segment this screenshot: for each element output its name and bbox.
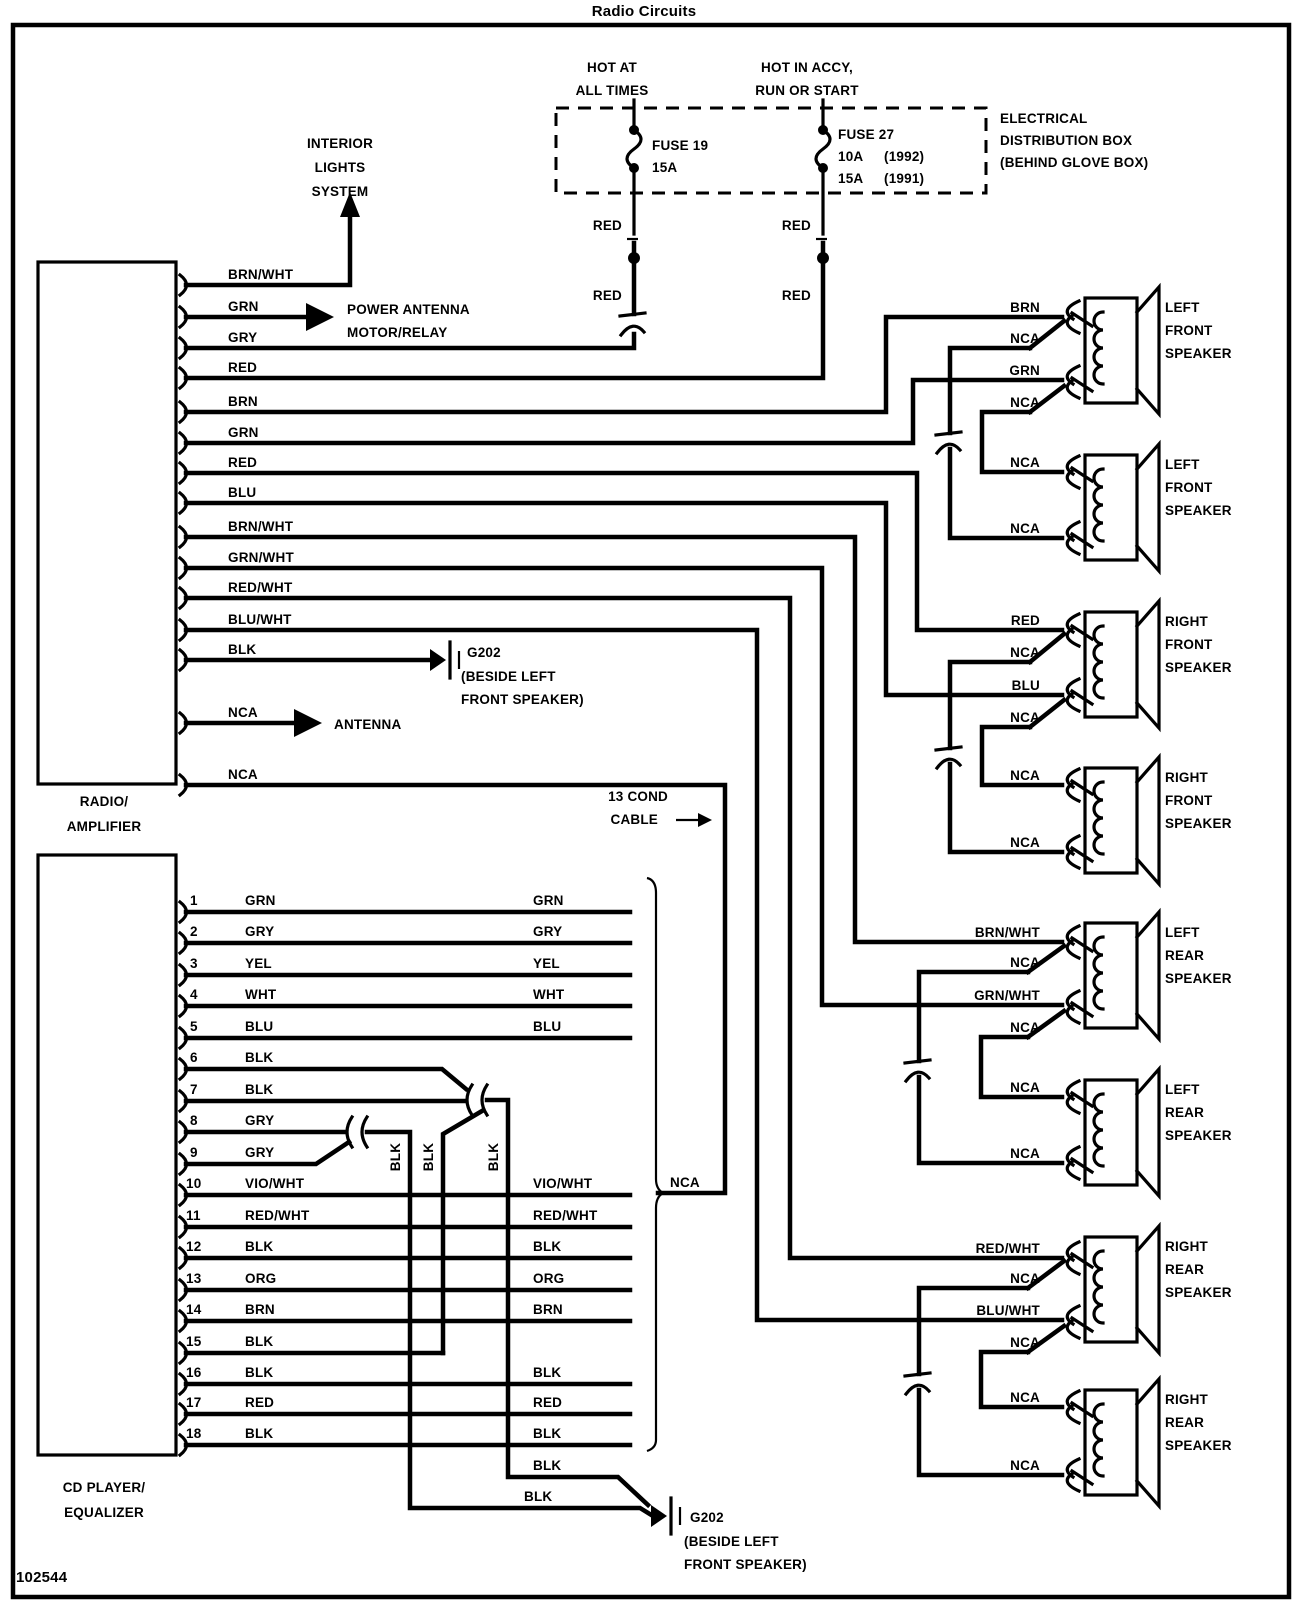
ground-symbol-g202 [430,642,459,678]
speaker-name: FRONT [1165,323,1213,338]
speaker-name: RIGHT [1165,770,1208,785]
svg-text:RED/WHT: RED/WHT [245,1208,310,1223]
svg-text:GRY: GRY [533,924,563,939]
wire-pin6 [186,1069,466,1089]
interior-lights-label-line2: LIGHTS [314,160,366,175]
wire-label: NCA [1010,768,1040,783]
wire-label: RED/WHT [228,580,293,595]
svg-text:WHT: WHT [245,987,277,1002]
vertical-wire-label: BLK [421,1142,436,1172]
power-antenna-label-line1: POWER ANTENNA [347,302,470,317]
svg-text:YEL: YEL [245,956,272,971]
svg-text:BLK: BLK [245,1082,274,1097]
svg-text:14: 14 [186,1302,202,1317]
hot-at-label-line2: ALL TIMES [575,83,649,98]
svg-text:GRN: GRN [533,893,564,908]
svg-text:GRY: GRY [245,1113,275,1128]
wire-label: GRN [1009,363,1040,378]
cd-player-box [38,855,176,1455]
svg-text:16: 16 [186,1365,202,1380]
wire-label: NCA [1010,455,1040,470]
wire-label: NCA [1010,1271,1040,1286]
svg-text:11: 11 [186,1208,201,1223]
svg-text:BRN: BRN [533,1302,563,1317]
vertical-wire-label: BLK [486,1142,501,1172]
g202-label: G202 [690,1510,724,1525]
speaker-nca-wiring [905,321,1064,1475]
wire-label: GRN [228,299,259,314]
cable-label-line2: CABLE [610,812,658,827]
svg-text:5: 5 [190,1019,198,1034]
svg-text:18: 18 [186,1426,202,1441]
fuse27-year1: (1992) [884,149,925,164]
cd-name-line1: CD PLAYER/ [62,1480,146,1495]
svg-text:3: 3 [190,956,198,971]
ground-symbol-g202-bottom [651,1498,680,1534]
wire-label: BRN/WHT [228,519,294,534]
svg-text:GRN: GRN [245,893,276,908]
radio-name-line1: RADIO/ [79,794,129,809]
radio-amplifier [38,136,1062,1320]
fuse19-name: FUSE 19 [652,138,709,153]
power-antenna-label-line2: MOTOR/RELAY [347,325,448,340]
wire-blk-vertical2 [443,1111,482,1353]
tail-wire-label: BLK [524,1489,553,1504]
speaker-name: FRONT [1165,637,1213,652]
fuse19-rating: 15A [652,160,678,175]
svg-text:BLK: BLK [245,1334,274,1349]
svg-text:YEL: YEL [533,956,560,971]
arrow-right-icon [294,709,322,737]
svg-text:2: 2 [190,924,198,939]
svg-text:VIO/WHT: VIO/WHT [533,1176,593,1191]
svg-text:BLK: BLK [245,1239,274,1254]
speaker-name: SPEAKER [1165,1285,1232,1300]
cable-nca-label: NCA [670,1175,700,1190]
speaker-name: SPEAKER [1165,1128,1232,1143]
wire-label: NCA [228,767,258,782]
wire-red-to-fuse27 [186,243,823,378]
radio-name-line2: AMPLIFIER [66,819,142,834]
fuse27-year2: (1991) [884,171,925,186]
speaker-name: FRONT [1165,793,1213,808]
page-title: Radio Circuits [591,3,697,20]
speaker-left-front-1 [1009,287,1231,414]
speaker-name: REAR [1165,1262,1205,1277]
wire-label: BLU [228,485,257,500]
speaker-name: RIGHT [1165,1392,1208,1407]
wire-label: GRN [228,425,259,440]
svg-text:BLK: BLK [245,1426,274,1441]
speaker-left-front-2 [1010,444,1232,571]
speaker-right-front-1 [1010,601,1232,728]
cable-bundle-brace [647,878,663,1451]
svg-text:BLU: BLU [245,1019,274,1034]
wire-label: NCA [1010,1020,1040,1035]
speaker-name: SPEAKER [1165,971,1232,986]
wire-label: RED [228,360,258,375]
speaker-left-rear-2 [1010,1069,1232,1196]
speaker-name: SPEAKER [1165,503,1232,518]
vertical-wire-label: BLK [388,1142,403,1172]
speaker-name: REAR [1165,1105,1205,1120]
wire-label: BRN/WHT [974,925,1040,940]
power-section [186,60,1148,378]
speaker-name: RIGHT [1165,1239,1208,1254]
interior-lights-label-line1: INTERIOR [306,136,374,151]
cd-name-line2: EQUALIZER [64,1505,144,1520]
inline-connector [620,313,645,316]
tail-wire-label: BLK [533,1458,562,1473]
svg-text:7: 7 [190,1082,198,1097]
wire-label: NCA [1010,1080,1040,1095]
svg-text:RED: RED [533,1395,563,1410]
wire-label: NCA [1010,1146,1040,1161]
wire-label: NCA [1010,1390,1040,1405]
speaker-name: SPEAKER [1165,660,1232,675]
svg-text:GRY: GRY [245,924,275,939]
svg-text:10: 10 [186,1176,202,1191]
svg-text:8: 8 [190,1113,198,1128]
wire-label: NCA [1010,710,1040,725]
wire-label: BLU/WHT [228,612,292,627]
speaker-name: REAR [1165,1415,1205,1430]
speaker-name: LEFT [1165,457,1200,472]
speaker-right-front-2 [1010,757,1232,884]
wire-label: NCA [1010,1335,1040,1350]
speaker-name: SPEAKER [1165,1438,1232,1453]
svg-text:4: 4 [190,987,198,1002]
svg-text:ORG: ORG [245,1271,277,1286]
wire-label: NCA [228,705,258,720]
svg-text:VIO/WHT: VIO/WHT [245,1176,305,1191]
svg-text:WHT: WHT [533,987,565,1002]
svg-text:17: 17 [186,1395,202,1410]
dist-box-label-line1: ELECTRICAL [1000,111,1088,126]
arrow-right-icon [698,813,712,827]
svg-text:12: 12 [186,1239,202,1254]
wire-label: NCA [1010,331,1040,346]
wire-label: NCA [1010,521,1040,536]
wire-red-rf-speaker [186,473,1062,630]
wire-label: GRN/WHT [974,988,1040,1003]
svg-text:BLK: BLK [245,1365,274,1380]
hot-in-accy-label-line1: HOT IN ACCY, [761,60,853,75]
svg-text:GRY: GRY [245,1145,275,1160]
svg-text:RED: RED [245,1395,275,1410]
wire-label: RED [228,455,258,470]
cd-player-equalizer [38,855,807,1572]
wire-label: NCA [1010,1458,1040,1473]
fuse27-rating1: 10A [838,149,864,164]
cable-callout [608,789,712,1451]
wire-label-red: RED [592,218,622,233]
wire-label-red: RED [592,288,622,303]
wire-label: BLK [228,642,257,657]
svg-text:BLU: BLU [533,1019,562,1034]
wire-label: NCA [1010,955,1040,970]
speaker-right-rear-2 [1010,1379,1232,1506]
svg-text:BRN: BRN [245,1302,275,1317]
wire-label: RED/WHT [975,1241,1040,1256]
radio-amplifier-box [38,262,176,784]
wire-label-red: RED [781,288,811,303]
speaker-name: LEFT [1165,300,1200,315]
g202-label-line3: FRONT SPEAKER) [461,692,584,707]
svg-text:ORG: ORG [533,1271,565,1286]
svg-text:BLK: BLK [533,1365,562,1380]
g202-label-line3: FRONT SPEAKER) [684,1557,807,1572]
wire-label: BRN/WHT [228,267,294,282]
svg-text:1: 1 [190,893,198,908]
interior-lights-label-line3: SYSTEM [311,184,369,199]
page-number: 102544 [16,1569,68,1586]
wire-label: BLU/WHT [976,1303,1040,1318]
g202-label-line2: (BESIDE LEFT [461,669,556,684]
speaker-name: REAR [1165,948,1205,963]
svg-text:13: 13 [186,1271,202,1286]
wire-label-red: RED [781,218,811,233]
g202-label-line2: (BESIDE LEFT [684,1534,779,1549]
wire-label: RED [1010,613,1040,628]
wire-label: GRY [228,330,258,345]
speaker-name: SPEAKER [1165,346,1232,361]
wire-label: NCA [1010,645,1040,660]
fuse-symbol [816,130,830,168]
speaker-name: LEFT [1165,1082,1200,1097]
g202-label: G202 [467,645,501,660]
svg-text:9: 9 [190,1145,198,1160]
speaker-name: SPEAKER [1165,816,1232,831]
hot-at-label-line1: HOT AT [587,60,637,75]
wire-label: GRN/WHT [228,550,294,565]
svg-text:BLK: BLK [533,1426,562,1441]
fuse27-rating2: 15A [838,171,864,186]
antenna-label: ANTENNA [334,717,402,732]
dist-box-label-line3: (BEHIND GLOVE BOX) [1000,155,1149,170]
svg-text:BLK: BLK [245,1050,274,1065]
fuse27-name: FUSE 27 [838,127,895,142]
wire-label: BRN [228,394,258,409]
arrow-right-icon [306,303,334,331]
svg-text:BLK: BLK [533,1239,562,1254]
splice-connector [467,1085,472,1115]
wire-label: NCA [1010,395,1040,410]
svg-text:RED/WHT: RED/WHT [533,1208,598,1223]
wire-label: BRN [1010,300,1040,315]
wire-label: NCA [1010,835,1040,850]
speaker-name: RIGHT [1165,614,1208,629]
cable-label-line1: 13 COND [608,789,668,804]
svg-text:15: 15 [186,1334,202,1349]
speaker-name: LEFT [1165,925,1200,940]
wire-label: BLU [1011,678,1040,693]
speaker-left-rear-1 [974,912,1232,1039]
fuse-symbol [627,130,641,168]
dist-box-label-line2: DISTRIBUTION BOX [1000,133,1133,148]
speaker-name: FRONT [1165,480,1213,495]
svg-text:6: 6 [190,1050,198,1065]
hot-in-accy-label-line2: RUN OR START [755,83,859,98]
